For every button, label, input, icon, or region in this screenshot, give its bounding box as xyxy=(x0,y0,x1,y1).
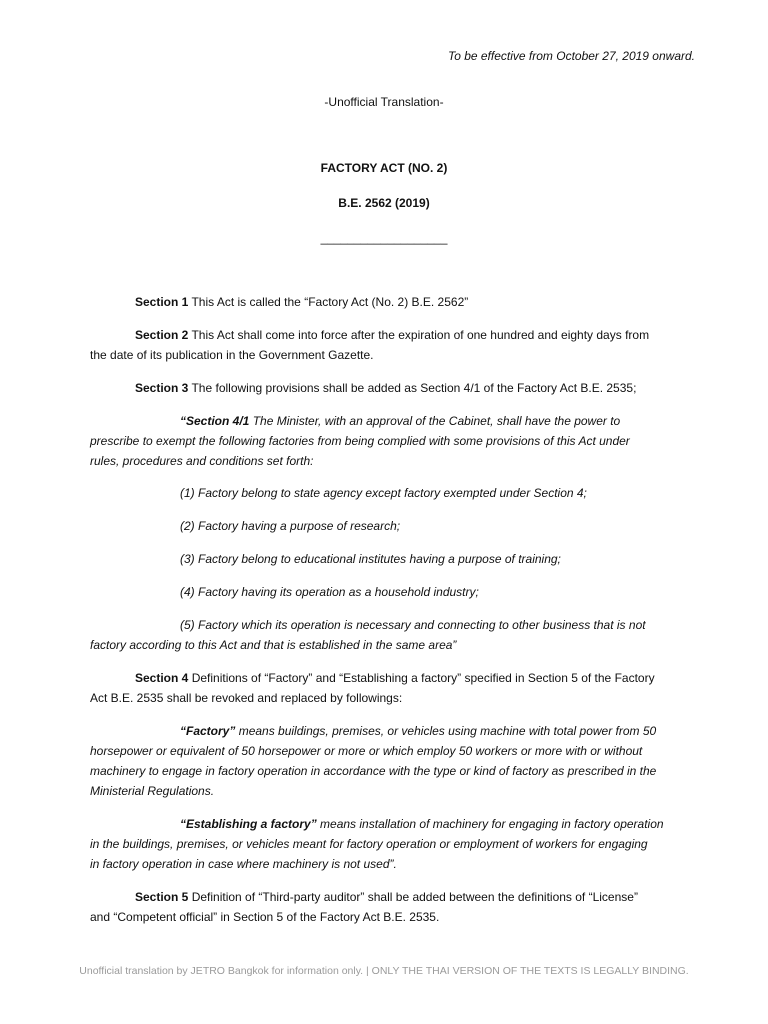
translation-note: -Unofficial Translation- xyxy=(324,95,444,109)
section-4-1 xyxy=(90,411,694,471)
section-5 xyxy=(90,887,694,927)
document-subtitle: B.E. 2562 (2019) xyxy=(338,196,430,210)
definition-text: horsepower or equivalent of 50 horsepower or more or which employ 50 workers or more with or without xyxy=(90,744,643,758)
section-text: the date of its publication in the Government Gazette. xyxy=(90,348,374,362)
section-text: The Minister, with an approval of the Cabinet, shall have the power to xyxy=(249,414,621,428)
definition-text: Ministerial Regulations. xyxy=(90,784,215,798)
footer-disclaimer: Unofficial translation by JETRO Bangkok for information only. | ONLY THE THAI VERSION OF THE TEXTS IS LEGALLY BINDING. xyxy=(79,965,689,977)
section-3 xyxy=(90,378,694,398)
section-text: Definition of “Third-party auditor” shall be added between the definitions of “License” xyxy=(188,890,638,904)
list-item-text: factory according to this Act and that is established in the same area” xyxy=(90,638,457,652)
section-2 xyxy=(90,325,694,365)
section-text: rules, procedures and conditions set forth: xyxy=(90,454,314,468)
definition-text: machinery to engage in factory operation in accordance with the type or kind of factory as prescribed in the xyxy=(90,764,657,778)
list-item: (2) Factory having a purpose of research; xyxy=(180,519,401,533)
list-item-text: (5) Factory which its operation is necessary and connecting to other business that is not xyxy=(180,618,646,632)
section-text: The following provisions shall be added as Section 4/1 of the Factory Act B.E. 2535; xyxy=(188,381,637,395)
section-label: Section 5 xyxy=(135,890,189,904)
document-title: FACTORY ACT (NO. 2) xyxy=(320,161,448,175)
section-label: Section 3 xyxy=(135,381,189,395)
definition-text: in factory operation in case where machinery is not used”. xyxy=(90,857,397,871)
section-text: and “Competent official” in Section 5 of the Factory Act B.E. 2535. xyxy=(90,910,440,924)
definition-text: means buildings, premises, or vehicles using machine with total power from 50 xyxy=(235,724,657,738)
section-label: Section 2 xyxy=(135,328,189,342)
section-label: “Section 4/1 xyxy=(180,414,250,428)
definition-text: means installation of machinery for engaging in factory operation xyxy=(316,817,664,831)
section-text: prescribe to exempt the following factories from being complied with some provisions of this Act under xyxy=(90,434,630,448)
effective-date-note: To be effective from October 27, 2019 onward. xyxy=(447,49,695,63)
section-label: Section 1 xyxy=(135,295,189,309)
section-text: This Act shall come into force after the expiration of one hundred and eighty days from xyxy=(188,328,650,342)
section-text: Definitions of “Factory” and “Establishing a factory” specified in Section 5 of the Factory xyxy=(188,671,655,685)
list-item xyxy=(90,615,694,655)
definition-term: “Establishing a factory” xyxy=(180,817,317,831)
list-item: (3) Factory belong to educational institutes having a purpose of training; xyxy=(180,552,561,566)
section-text: This Act is called the “Factory Act (No. 2) B.E. 2562” xyxy=(188,295,469,309)
establishing-definition xyxy=(90,814,694,874)
title-rule: ___________________ xyxy=(320,231,448,245)
section-1 xyxy=(90,292,694,312)
list-item: (1) Factory belong to state agency except factory exempted under Section 4; xyxy=(180,486,587,500)
definition-text: in the buildings, premises, or vehicles meant for factory operation or employment of workers for engaging xyxy=(90,837,648,851)
factory-definition xyxy=(90,721,694,801)
list-item: (4) Factory having its operation as a household industry; xyxy=(180,585,479,599)
section-label: Section 4 xyxy=(135,671,189,685)
section-text: Act B.E. 2535 shall be revoked and replaced by followings: xyxy=(90,691,403,705)
section-4 xyxy=(90,668,694,708)
definition-term: “Factory” xyxy=(180,724,236,738)
